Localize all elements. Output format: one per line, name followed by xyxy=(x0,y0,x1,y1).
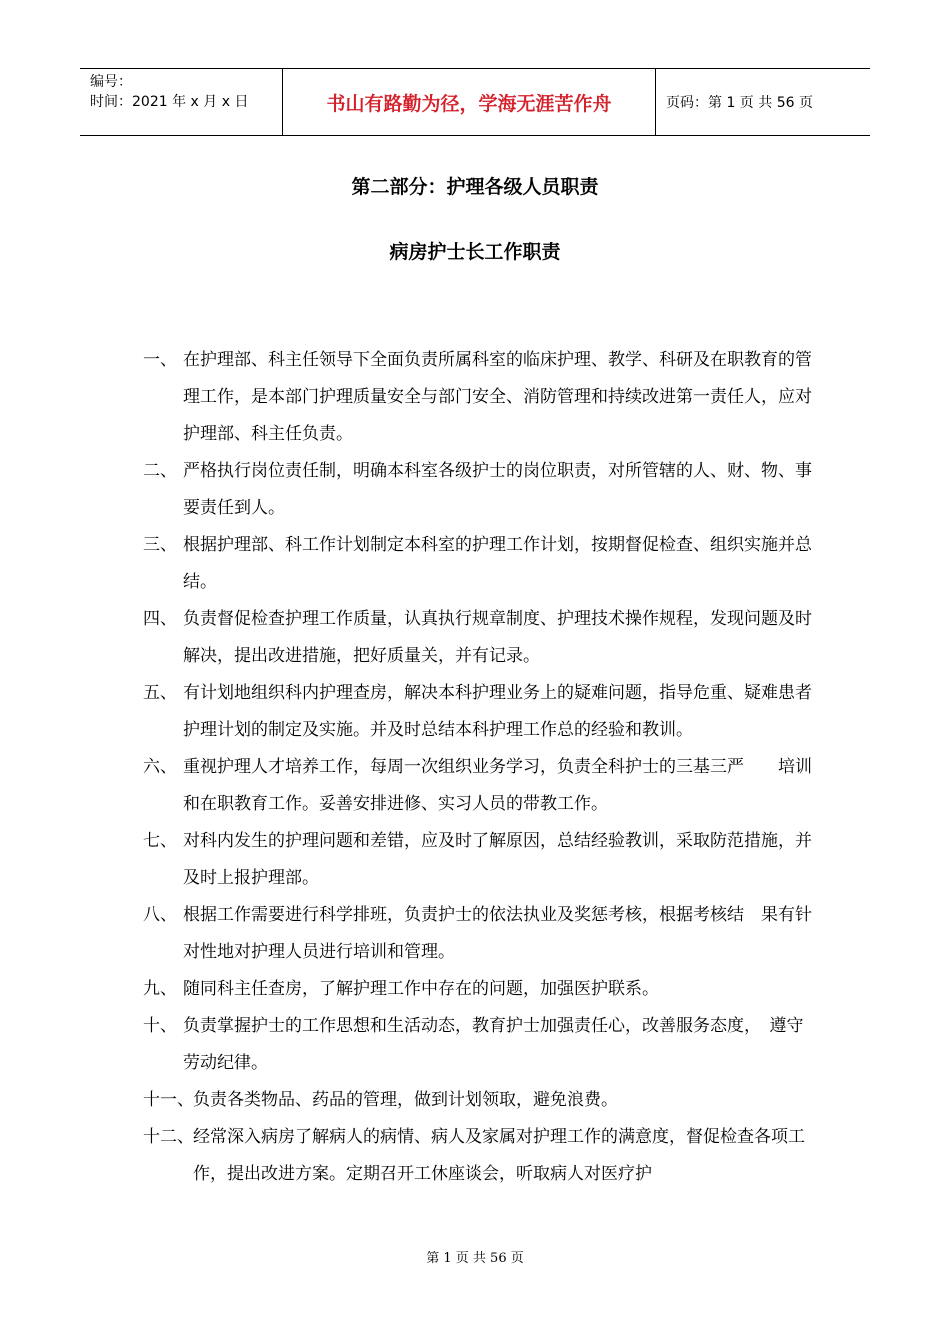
code-label: 编号： xyxy=(90,74,132,90)
duty-text: 在护理部、科主任领导下全面负责所属科室的临床护理、教学、科研及在职教育的管理工作，是本部门护理质量安全与部门安全、消防管理和持续改进第一责任人，应对护理部、科主任负责。 xyxy=(183,350,812,444)
duty-item xyxy=(143,897,813,971)
duty-text: 随同科主任查房，了解护理工作中存在的问题，加强医护联系。 xyxy=(183,979,659,999)
header-motto: 书山有路勤为径，学海无涯苦作舟 xyxy=(282,69,656,135)
duty-item xyxy=(143,749,813,823)
duty-number: 一、 xyxy=(143,350,177,370)
time-label: 时间：2021 年 x 月 x 日 xyxy=(90,94,249,110)
duty-text: 经常深入病房了解病人的病情、病人及家属对护理工作的满意度，督促检查各项工作，提出改进方案。定期召开工休座谈会，听取病人对医疗护 xyxy=(193,1127,805,1184)
duty-text: 负责掌握护士的工作思想和生活动态，教育护士加强责任心，改善服务态度， 遵守劳动纪律。 xyxy=(183,1016,804,1073)
duty-number: 十一、 xyxy=(143,1090,194,1110)
section-title: 病房护士长工作职责 xyxy=(389,241,561,263)
page-header xyxy=(80,68,870,136)
duty-item xyxy=(143,453,813,527)
duty-item xyxy=(143,601,813,675)
duty-number: 五、 xyxy=(143,683,177,703)
header-meta xyxy=(80,69,282,135)
duty-text: 严格执行岗位责任制，明确本科室各级护士的岗位职责，对所管辖的人、财、物、事要责任到人。 xyxy=(183,461,812,518)
duty-item xyxy=(143,342,813,453)
duty-text: 对科内发生的护理问题和差错，应及时了解原因，总结经验教训，采取防范措施，并及时上报护理部。 xyxy=(183,831,812,888)
duty-list xyxy=(143,342,813,1193)
duty-item xyxy=(143,1119,813,1193)
duty-item xyxy=(143,1082,813,1119)
duty-number: 七、 xyxy=(143,831,177,851)
duty-text: 负责各类物品、药品的管理，做到计划领取，避免浪费。 xyxy=(193,1090,618,1110)
duty-item xyxy=(143,675,813,749)
duty-text: 根据工作需要进行科学排班，负责护士的依法执业及奖惩考核，根据考核结 果有针对性地对护理人员进行培训和管理。 xyxy=(183,905,812,962)
duty-item xyxy=(143,527,813,601)
duty-item xyxy=(143,823,813,897)
duty-item xyxy=(143,971,813,1008)
duty-number: 六、 xyxy=(143,757,177,777)
duty-number: 十二、 xyxy=(143,1127,194,1147)
duty-number: 八、 xyxy=(143,905,177,925)
duty-item xyxy=(143,1008,813,1082)
duty-number: 十、 xyxy=(143,1016,177,1036)
page-footer: 第 1 页 共 56 页 xyxy=(426,1251,524,1266)
duty-text: 有计划地组织科内护理查房，解决本科护理业务上的疑难问题，指导危重、疑难患者护理计划的制定及实施。并及时总结本科护理工作总的经验和教训。 xyxy=(183,683,812,740)
duty-number: 九、 xyxy=(143,979,177,999)
part-title: 第二部分：护理各级人员职责 xyxy=(351,176,599,198)
duty-text: 根据护理部、科工作计划制定本科室的护理工作计划，按期督促检查、组织实施并总结。 xyxy=(183,535,812,592)
duty-text: 重视护理人才培养工作，每周一次组织业务学习，负责全科护士的三基三严 培训和在职教育工作。妥善安排进修、实习人员的带教工作。 xyxy=(183,757,812,814)
duty-number: 四、 xyxy=(143,609,177,629)
duty-number: 三、 xyxy=(143,535,177,555)
duty-text: 负责督促检查护理工作质量，认真执行规章制度、护理技术操作规程，发现问题及时解决，提出改进措施，把好质量关，并有记录。 xyxy=(183,609,812,666)
duty-number: 二、 xyxy=(143,461,177,481)
header-page-info: 页码：第 1 页 共 56 页 xyxy=(666,95,813,111)
